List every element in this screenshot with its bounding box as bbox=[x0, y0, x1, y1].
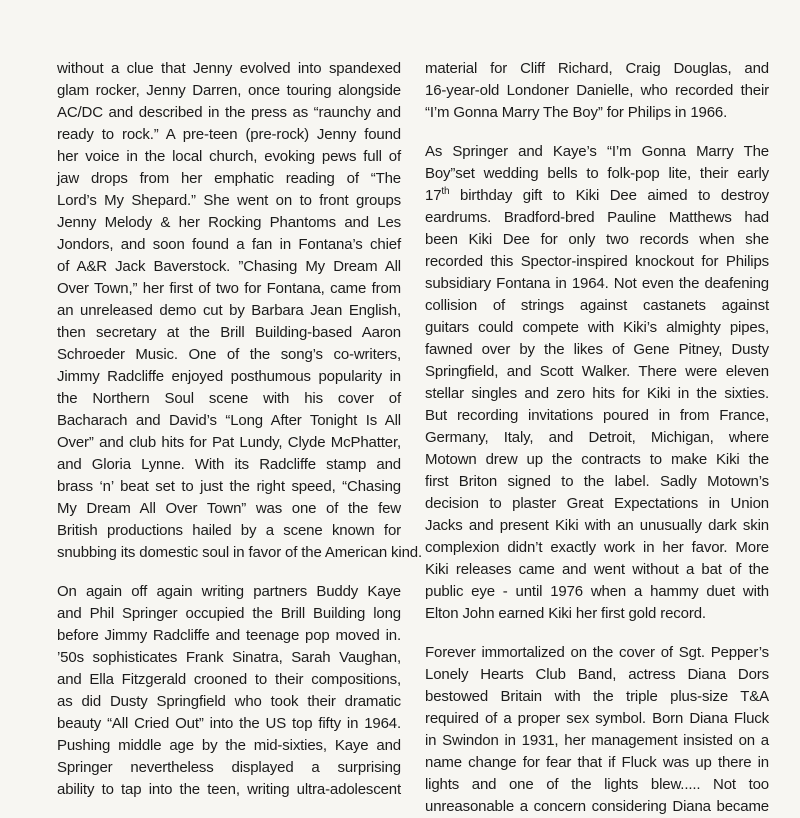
text-line: Lonely Hearts Club Band, actress Diana Dors bbox=[425, 666, 769, 683]
right-column bbox=[425, 58, 769, 818]
text-line: ’50s sophisticates Frank Sinatra, Sarah Vaughan, bbox=[57, 649, 401, 666]
paragraph-gap bbox=[57, 564, 401, 581]
text-line: Jimmy Radcliffe enjoyed posthumous popularity in bbox=[57, 368, 401, 385]
text-line: and Gloria Lynne. With its Radcliffe stamp and bbox=[57, 456, 401, 473]
text-line: eardrums. Bradford-bred Pauline Matthews had bbox=[425, 209, 769, 226]
text-line: and Phil Springer occupied the Brill Building long bbox=[57, 605, 401, 622]
text-line: Boy”set wedding bells to folk-pop lite, their early bbox=[425, 165, 769, 182]
number-17: 17 bbox=[425, 187, 442, 204]
text-line: and Ella Fitzgerald crooned to their compositions, bbox=[57, 671, 401, 688]
text-line: ability to tap into the teen, writing ultra-adolescent bbox=[57, 781, 401, 798]
text-line: complexion didn’t exactly work in her favor. More bbox=[425, 539, 769, 556]
text-line: Pushing middle age by the mid-sixties, Kaye and bbox=[57, 737, 401, 754]
text-line: Over Town,” her first of two for Fontana, came from bbox=[57, 280, 401, 297]
text-line: in Swindon in 1931, her management insisted on a bbox=[425, 732, 769, 749]
paragraph-kiki-dee-rest bbox=[425, 207, 769, 625]
text-line bbox=[425, 185, 769, 207]
paragraph-diana-dors bbox=[425, 642, 769, 818]
paragraph-gap bbox=[425, 625, 769, 642]
paragraph-jenny-darren bbox=[57, 58, 422, 564]
paragraph-kaye-springer bbox=[57, 581, 401, 801]
text-line: Kiki releases came and went without a bat of the bbox=[425, 561, 769, 578]
text-line: before Jimmy Radcliffe and teenage pop moved in. bbox=[57, 627, 401, 644]
line-continuation: birthday gift to Kiki Dee aimed to destroy bbox=[449, 187, 769, 204]
text-line: collision of strings against castanets against bbox=[425, 297, 769, 314]
text-line: Forever immortalized on the cover of Sgt. Pepper’s bbox=[425, 644, 769, 661]
text-line: Lord’s My Shepard.” She went on to front groups bbox=[57, 192, 401, 209]
text-line: name change for fear that if Fluck was up there in bbox=[425, 754, 769, 771]
text-line: decision to plaster Great Expectations in Union bbox=[425, 495, 769, 512]
text-line: snubbing its domestic soul in favor of the American kind. bbox=[57, 544, 422, 561]
text-line: first Briton signed to the label. Sadly Motown’s bbox=[425, 473, 769, 490]
text-line: been Kiki Dee for only two records when she bbox=[425, 231, 769, 248]
text-line: Jacks and present Kiki with an unusually dark skin bbox=[425, 517, 769, 534]
text-line: Springfield, and Scott Walker. There were eleven bbox=[425, 363, 769, 380]
text-line: British productions hailed by a scene known for bbox=[57, 522, 401, 539]
text-line: lights and one of the lights blew..... Not too bbox=[425, 776, 769, 793]
text-line: Jondors, and soon found a fan in Fontana’s chief bbox=[57, 236, 401, 253]
paragraph-kiki-dee bbox=[425, 141, 769, 625]
text-line: material for Cliff Richard, Craig Douglas, and bbox=[425, 60, 769, 77]
text-line: “I’m Gonna Marry The Boy” for Philips in 1966. bbox=[425, 104, 728, 121]
text-line: My Dream All Over Town” was one of the few bbox=[57, 500, 401, 517]
text-line: Bacharach and David’s “Long After Tonight Is All bbox=[57, 412, 401, 429]
text-line: her voice in the local church, evoking pews full of bbox=[57, 148, 401, 165]
paragraph-gap bbox=[425, 124, 769, 141]
text-line: But recording invitations poured in from France, bbox=[425, 407, 769, 424]
text-line: glam rocker, Jenny Darren, once touring alongside bbox=[57, 82, 401, 99]
text-line: subsidiary Fontana in 1964. Not even the deafening bbox=[425, 275, 769, 292]
text-line: As Springer and Kaye’s “I’m Gonna Marry The bbox=[425, 143, 769, 160]
ordinal-suffix: th bbox=[441, 186, 450, 197]
text-line: beauty “All Cried Out” into the US top fifty in 1964. bbox=[57, 715, 401, 732]
text-line: unreasonable a concern considering Diana became bbox=[425, 798, 769, 815]
text-line: an unreleased demo cut by Barbara Jean English, bbox=[57, 302, 401, 319]
text-line: ready to rock.” A pre-teen (pre-rock) Jenny found bbox=[57, 126, 401, 143]
text-line: jaw drops from her emphatic reading of “The bbox=[57, 170, 401, 187]
text-line: 16-year-old Londoner Danielle, who recorded their bbox=[425, 82, 769, 99]
text-line: brass ‘n’ beat set to just the right speed, “Chasing bbox=[57, 478, 401, 495]
text-line: required of a proper sex symbol. Born Diana Fluck bbox=[425, 710, 769, 727]
left-column bbox=[57, 58, 422, 801]
text-line: Jenny Melody & her Rocking Phantoms and Les bbox=[57, 214, 401, 231]
text-line: as did Dusty Springfield who took their dramatic bbox=[57, 693, 401, 710]
text-line: bestowed Britain with the triple plus-size T&A bbox=[425, 688, 769, 705]
text-line: Over” and club hits for Pat Lundy, Clyde McPhatter, bbox=[57, 434, 401, 451]
text-line: fawned over by the likes of Gene Pitney, Dusty bbox=[425, 341, 769, 358]
text-line: then secretary at the Brill Building-based Aaron bbox=[57, 324, 401, 341]
text-line: Germany, Italy, and Detroit, Michigan, where bbox=[425, 429, 769, 446]
paragraph-kaye-springer-cont bbox=[425, 58, 769, 124]
text-line: Motown drew up the contracts to make Kiki the bbox=[425, 451, 769, 468]
text-line: of A&R Jack Baverstock. ”Chasing My Dream All bbox=[57, 258, 401, 275]
text-line: stellar singles and zero hits for Kiki in the sixties. bbox=[425, 385, 769, 402]
text-line: Elton John earned Kiki her first gold record. bbox=[425, 605, 706, 622]
text-line: Springer nevertheless displayed a surprising bbox=[57, 759, 401, 776]
text-line: recorded this Spector-inspired knockout for Philips bbox=[425, 253, 769, 270]
text-line: On again off again writing partners Buddy Kaye bbox=[57, 583, 401, 600]
text-line: without a clue that Jenny evolved into spandexed bbox=[57, 60, 401, 77]
text-line: Schroeder Music. One of the song’s co-writers, bbox=[57, 346, 401, 363]
text-line: AC/DC and described in the press as “raunchy and bbox=[57, 104, 401, 121]
text-line: public eye - until 1976 when a hammy duet with bbox=[425, 583, 769, 600]
text-line: the Northern Soul scene with his cover of bbox=[57, 390, 401, 407]
text-line: guitars could compete with Kiki’s almighty pipes, bbox=[425, 319, 769, 336]
